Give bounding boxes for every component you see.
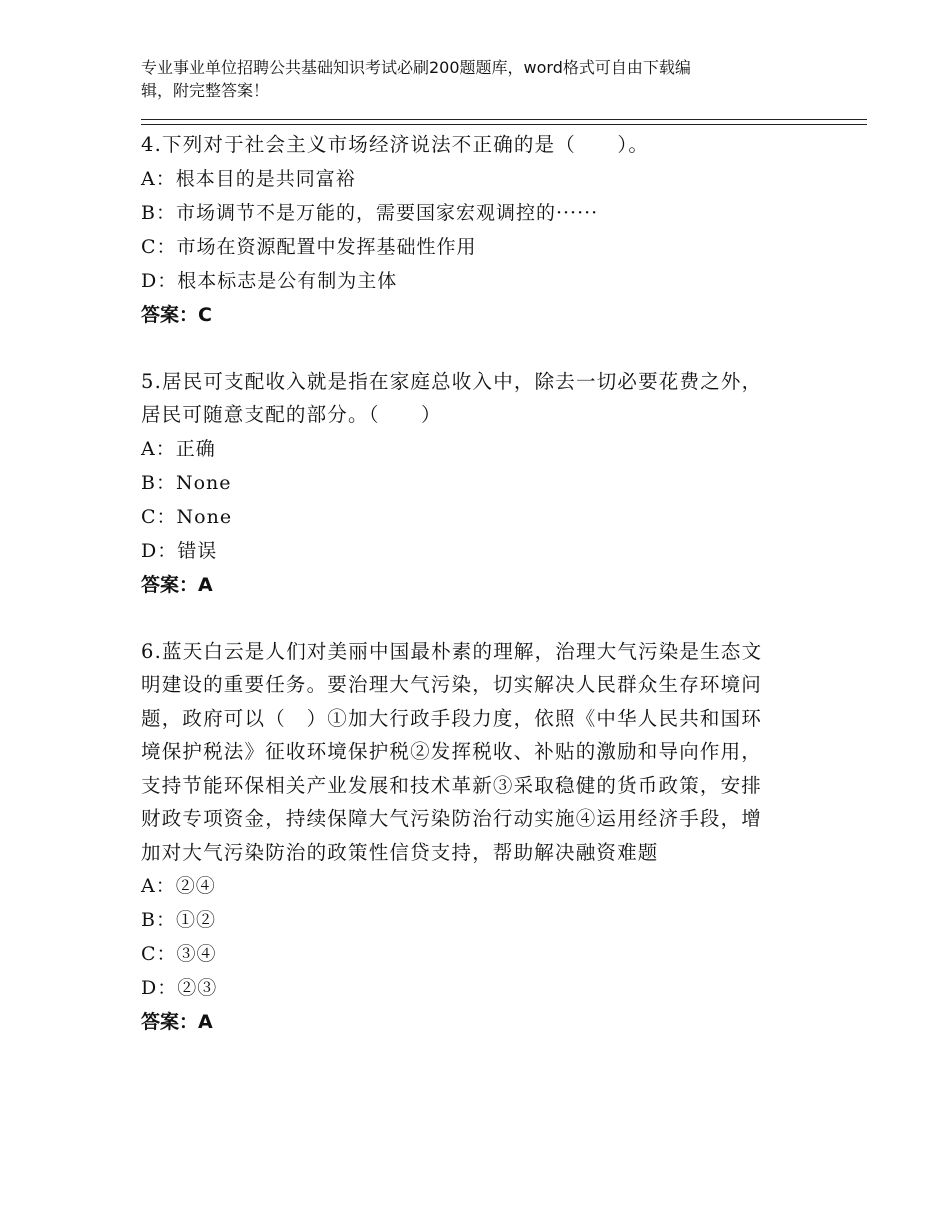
question-stem-line: 境保护税法》征收环境保护税②发挥税收、补贴的激励和导向作用， xyxy=(141,740,763,763)
question-6 xyxy=(141,635,821,1040)
question-4 xyxy=(141,128,821,332)
option-b: B：①② xyxy=(141,909,216,931)
question-stem-line: 居民可随意支配的部分。（ ） xyxy=(141,403,442,426)
option-a: A：②④ xyxy=(141,875,216,897)
header-line-2: 辑，附完整答案！ xyxy=(141,81,270,100)
option-a: A：正确 xyxy=(141,437,216,460)
answer-label: 答案：C xyxy=(141,303,212,326)
question-stem-line: 财政专项资金，持续保障大气污染防治行动实施④运用经济手段，增 xyxy=(141,807,763,830)
answer-label: 答案：A xyxy=(141,573,213,596)
option-c: C：None xyxy=(141,505,233,528)
option-d: D：根本标志是公有制为主体 xyxy=(141,269,398,292)
document-header xyxy=(141,56,801,102)
answer-label: 答案：A xyxy=(141,1011,213,1033)
option-a: A：根本目的是共同富裕 xyxy=(141,167,356,190)
option-c: C：市场在资源配置中发挥基础性作用 xyxy=(141,235,477,258)
question-stem-line: 支持节能环保相关产业发展和技术革新③采取稳健的货币政策，安排 xyxy=(141,773,763,797)
option-d: D：错误 xyxy=(141,539,218,562)
question-stem-line: 题，政府可以（ ）①加大行政手段力度，依照《中华人民共和国环 xyxy=(141,706,763,730)
option-b: B：None xyxy=(141,471,232,494)
option-c: C：③④ xyxy=(141,943,217,965)
question-stem-line: 明建设的重要任务。要治理大气污染，切实解决人民群众生存环境问 xyxy=(141,673,763,696)
question-spacer xyxy=(141,602,821,635)
question-stem-line: 5.居民可支配收入就是指在家庭总收入中，除去一切必要花费之外， xyxy=(141,369,763,393)
question-5 xyxy=(141,365,821,602)
question-list xyxy=(141,128,821,1039)
header-rule-bottom xyxy=(141,124,867,125)
question-stem-line: 4.下列对于社会主义市场经济说法不正确的是（ ）。 xyxy=(141,133,650,156)
header-line-1: 专业事业单位招聘公共基础知识考试必刷200题题库，word格式可自由下载编 xyxy=(141,58,691,77)
option-b: B：市场调节不是万能的，需要国家宏观调控的······ xyxy=(141,201,599,224)
question-stem-line: 6.蓝天白云是人们对美丽中国最朴素的理解，治理大气污染是生态文 xyxy=(141,639,763,663)
question-spacer xyxy=(141,332,821,365)
header-rule-top xyxy=(141,119,867,120)
option-d: D：②③ xyxy=(141,977,218,999)
question-stem-line: 加对大气污染防治的政策性信贷支持，帮助解决融资难题 xyxy=(141,840,659,864)
